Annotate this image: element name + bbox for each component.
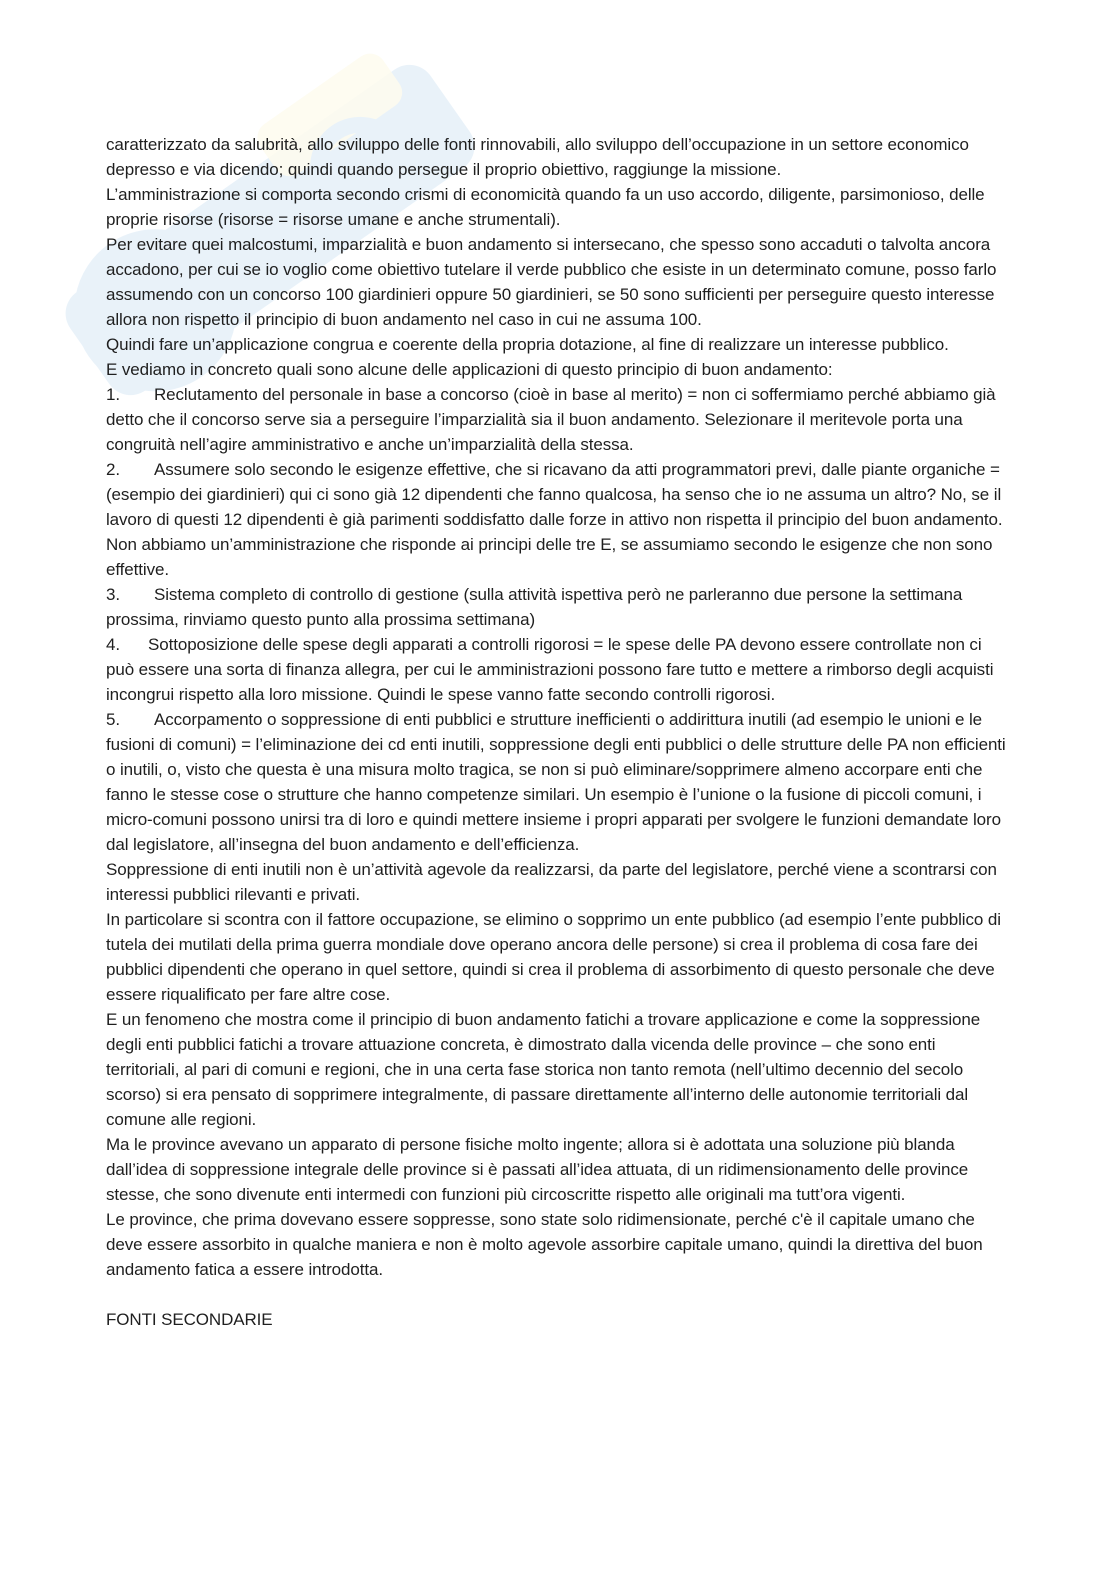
paragraph: Le province, che prima dovevano essere soppresse, sono state solo ridimensionate, perché c'è il capitale umano che deve essere assorbito in qualche maniera e non è molto agevole assorbire capitale umano, quindi la direttiva del buon andamento fatica a essere introdotta. bbox=[106, 1210, 983, 1279]
paragraph: In particolare si scontra con il fattore occupazione, se elimino o sopprimo un ente pubblico (ad esempio l’ente pubblico di tutela dei mutilati della prima guerra mondiale dove operano ancora delle persone) si crea il problema di cosa fare dei pubblici dipendenti che operano in quel settore, quindi si crea il problema di assorbimento di questo personale che deve essere riqualificato per fare altre cose. bbox=[106, 910, 1001, 1004]
list-item-number: 4. bbox=[106, 635, 120, 654]
list-item-text: Reclutamento del personale in base a concorso (cioè in base al merito) = non ci soffermiamo perché abbiamo già detto che il concorso serve sia a perseguire l’imparzialità sia il buon andamento. Selezionare il meritevole porta una congruità nell’agire amministrativo e anche un’imparzialità della stessa. bbox=[106, 385, 996, 454]
list-item-text: Sottoposizione delle spese degli apparati a controlli rigorosi = le spese delle PA devono essere controllate non ci può essere una sorta di finanza allegra, per cui le amministrazioni possono fare tutto e mettere a rimborso degli acquisti incongrui rispetto alla loro missione. Quindi le spese vanno fatte secondo controlli rigorosi. bbox=[106, 635, 994, 704]
list-item-text: Assumere solo secondo le esigenze effettive, che si ricavano da atti programmatori previ, dalle piante organiche = (esempio dei giardinieri) qui ci sono già 12 dipendenti che fanno qualcosa, ha senso che io ne assuma un altro? No, se il lavoro di questi 12 dipendenti è già parimenti soddisfatto dalle forze in attivo non rispetta il principio del buon andamento. Non abbiamo un’amministrazione che risponde ai principi delle tre E, se assumiamo secondo le esigenze che non sono effettive. bbox=[106, 460, 1003, 579]
list-item bbox=[106, 382, 1006, 457]
paragraph: caratterizzato da salubrità, allo sviluppo delle fonti rinnovabili, allo sviluppo dell’occupazione in un settore economico depresso e via dicendo; quindi quando persegue il proprio obiettivo, raggiunge la missione. bbox=[106, 135, 969, 179]
list-item bbox=[106, 632, 1006, 707]
list-item-number: 3. bbox=[106, 585, 120, 604]
list-item-number: 2. bbox=[106, 460, 120, 479]
list-item-text: Sistema completo di controllo di gestione (sulla attività ispettiva però ne parleranno due persone la settimana prossima, rinviamo questo punto alla prossima settimana) bbox=[106, 585, 963, 629]
list-item-number: 5. bbox=[106, 710, 120, 729]
list-item bbox=[106, 582, 1006, 632]
paragraph: L’amministrazione si comporta secondo crismi di economicità quando fa un uso accordo, diligente, parsimonioso, delle proprie risorse (risorse = risorse umane e anche strumentali). bbox=[106, 185, 985, 229]
section-heading: FONTI SECONDARIE bbox=[106, 1310, 273, 1329]
list-item-number: 1. bbox=[106, 385, 120, 404]
paragraph: Soppressione di enti inutili non è un’attività agevole da realizzarsi, da parte del legislatore, perché viene a scontrarsi con interessi pubblici rilevanti e privati. bbox=[106, 860, 997, 904]
paragraph: Quindi fare un’applicazione congrua e coerente della propria dotazione, al fine di realizzare un interesse pubblico. bbox=[106, 335, 949, 354]
paragraph: E vediamo in concreto quali sono alcune delle applicazioni di questo principio di buon andamento: bbox=[106, 360, 833, 379]
document-body bbox=[106, 132, 1006, 1332]
paragraph: Ma le province avevano un apparato di persone fisiche molto ingente; allora si è adottata una soluzione più blanda dall’idea di soppressione integrale delle province si è passati all’idea attuata, di un ridimensionamento delle province stesse, che sono divenute enti intermedi con funzioni più circoscritte rispetto alle originali ma tutt’ora vigenti. bbox=[106, 1135, 969, 1204]
list-item bbox=[106, 707, 1006, 857]
list-item bbox=[106, 457, 1006, 582]
paragraph: E un fenomeno che mostra come il principio di buon andamento fatichi a trovare applicazione e come la soppressione degli enti pubblici fatichi a trovare attuazione concreta, è dimostrato dalla vicenda delle province – che sono enti territoriali, al pari di comuni e regioni, che in una certa fase storica non tanto remota (nell’ultimo decennio del secolo scorso) si era pensato di sopprimere integralmente, di passare direttamente all’interno delle autonomie territoriali dal comune alle regioni. bbox=[106, 1010, 981, 1129]
list-item-text: Accorpamento o soppressione di enti pubblici e strutture inefficienti o addirittura inutili (ad esempio le unioni e le fusioni di comuni) = l’eliminazione dei cd enti inutili, soppressione degli enti pubblici o delle strutture delle PA non efficienti o inutili, o, visto che questa è una misura molto tragica, se non si può eliminare/sopprimere almeno accorpare enti che fanno le stesse cose o strutture che hanno competenze similari. Un esempio è l’unione o la fusione di piccoli comuni, i micro-comuni possono unirsi tra di loro e quindi mettere insieme i propri apparati per svolgere le funzioni demandate loro dal legislatore, all’insegna del buon andamento e dell’efficienza. bbox=[106, 710, 1006, 854]
paragraph: Per evitare quei malcostumi, imparzialità e buon andamento si intersecano, che spesso sono accaduti o talvolta ancora accadono, per cui se io voglio come obiettivo tutelare il verde pubblico che esiste in un determinato comune, posso farlo assumendo con un concorso 100 giardinieri oppure 50 giardinieri, se 50 sono sufficienti per perseguire questo interesse allora non rispetto il principio di buon andamento nel caso in cui ne assuma 100. bbox=[106, 235, 997, 329]
